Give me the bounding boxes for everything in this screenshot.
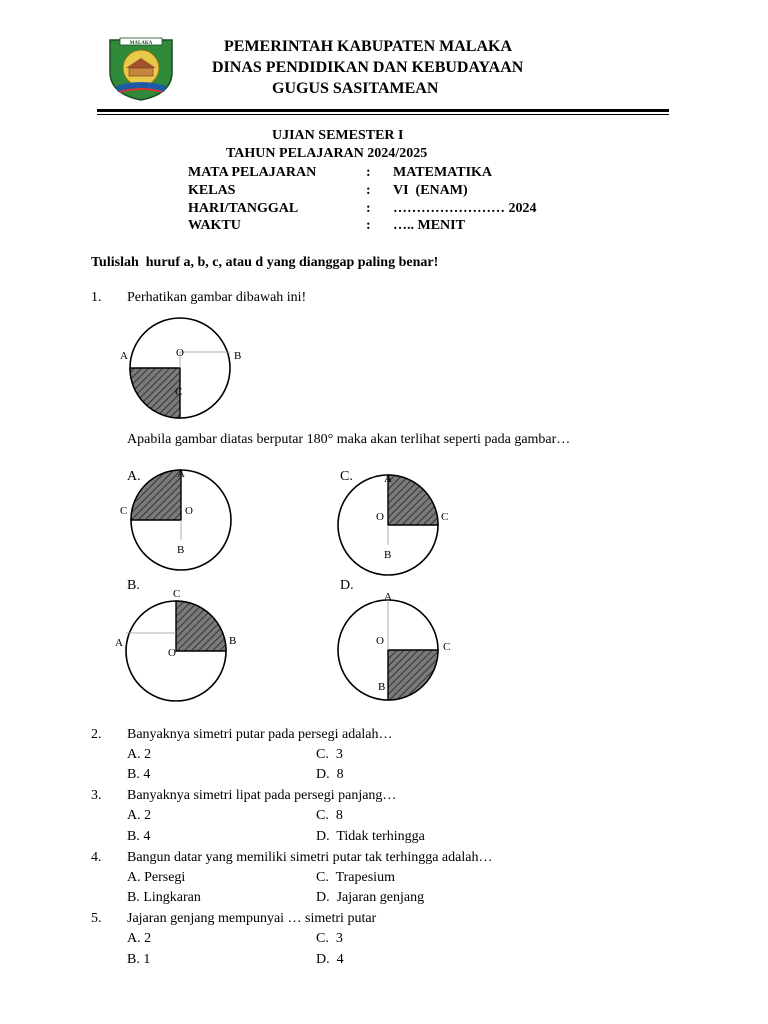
q2-option-a[interactable]: A. 2 <box>127 747 152 762</box>
q4-option-d[interactable]: D. Jajaran genjang <box>316 890 425 905</box>
q1-option-a-label-a: A <box>177 468 185 480</box>
logo-text: MALAKA <box>129 41 153 46</box>
exam-row-time-value: ….. MENIT <box>393 218 465 233</box>
q4-option-a[interactable]: A. Persegi <box>127 870 186 885</box>
q1-option-a-figure[interactable] <box>115 462 240 574</box>
exam-row-date-label: HARI/TANGGAL <box>188 201 299 216</box>
q1-option-c-label-a: A <box>384 473 392 485</box>
q1-option-a-label-o: O <box>185 505 193 517</box>
exam-row-subject-label: MATA PELAJARAN <box>188 165 317 180</box>
q1-main-label-a: A <box>120 350 128 362</box>
q5-option-a[interactable]: A. 2 <box>127 931 152 946</box>
exam-row-time-sep: : <box>366 218 371 233</box>
exam-title: UJIAN SEMESTER I <box>272 128 404 143</box>
q5-number: 5. <box>91 911 102 926</box>
header-line-3: GUGUS SASITAMEAN <box>272 80 439 97</box>
q1-option-b-label-b: B <box>229 635 237 647</box>
exam-row-subject-sep: : <box>366 165 371 180</box>
q1-option-d-label-c: C <box>443 641 451 653</box>
q5-text: Jajaran genjang mempunyai … simetri putar <box>127 911 377 926</box>
q1-option-a-label-c: C <box>120 505 128 517</box>
q2-option-d[interactable]: D. 8 <box>316 767 344 782</box>
q3-option-b[interactable]: B. 4 <box>127 829 151 844</box>
exam-row-date-value: …………………… 2024 <box>393 201 537 216</box>
q3-option-d[interactable]: D. Tidak terhingga <box>316 829 425 844</box>
q2-option-c[interactable]: C. 3 <box>316 747 343 762</box>
exam-year: TAHUN PELAJARAN 2024/2025 <box>226 146 428 161</box>
exam-row-date-sep: : <box>366 201 371 216</box>
q1-option-c-label-o: O <box>376 511 384 523</box>
header-divider <box>97 109 669 112</box>
q1-option-d-label-a: A <box>384 591 392 603</box>
exam-row-class-sep: : <box>366 183 371 198</box>
q3-number: 3. <box>91 788 102 803</box>
q2-text: Banyaknya simetri putar pada persegi adalah… <box>127 727 393 742</box>
q2-option-b[interactable]: B. 4 <box>127 767 151 782</box>
q5-option-d[interactable]: D. 4 <box>316 952 344 967</box>
q1-option-d-label-o: O <box>376 635 384 647</box>
q4-number: 4. <box>91 850 102 865</box>
q1-number: 1. <box>91 290 102 305</box>
q4-option-b[interactable]: B. Lingkaran <box>127 890 201 905</box>
q4-text: Bangun datar yang memiliki simetri putar tak terhingga adalah… <box>127 850 493 865</box>
q3-text: Banyaknya simetri lipat pada persegi panjang… <box>127 788 397 803</box>
q1-option-b-label-c: C <box>173 588 181 600</box>
header-divider-thin <box>97 114 669 115</box>
exam-row-class-label: KELAS <box>188 183 236 198</box>
exam-row-subject-value: MATEMATIKA <box>393 165 493 180</box>
header-line-2: DINAS PENDIDIKAN DAN KEBUDAYAAN <box>212 59 524 76</box>
exam-row-class-value: VI (ENAM) <box>393 183 468 198</box>
q1-option-d-letter[interactable]: D. <box>340 578 354 593</box>
q1-main-label-b: B <box>234 350 242 362</box>
instruction: Tulislah huruf a, b, c, atau d yang dianggap paling benar! <box>91 255 439 270</box>
q1-option-a-letter[interactable]: A. <box>127 469 141 484</box>
q1-option-b-label-a: A <box>115 637 123 649</box>
q4-option-c[interactable]: C. Trapesium <box>316 870 395 885</box>
q5-option-b[interactable]: B. 1 <box>127 952 151 967</box>
q2-number: 2. <box>91 727 102 742</box>
q1-option-b-letter[interactable]: B. <box>127 578 140 593</box>
exam-row-time-label: WAKTU <box>188 218 241 233</box>
q3-option-a[interactable]: A. 2 <box>127 808 152 823</box>
q1-option-d-label-b: B <box>378 681 386 693</box>
q3-option-c[interactable]: C. 8 <box>316 808 343 823</box>
q1-option-b-label-o: O <box>168 647 176 659</box>
q1-option-b-figure[interactable] <box>110 584 245 706</box>
q1-text-2: Apabila gambar diatas berputar 180° maka akan terlihat seperti pada gambar… <box>127 432 571 447</box>
q1-option-c-label-c: C <box>441 511 449 523</box>
q1-main-label-o: O <box>176 347 184 359</box>
header-line-1: PEMERINTAH KABUPATEN MALAKA <box>224 38 512 55</box>
q1-text: Perhatikan gambar dibawah ini! <box>127 290 307 305</box>
q1-main-figure <box>110 310 260 426</box>
q1-option-d-figure[interactable] <box>330 588 460 704</box>
q1-option-a-label-b: B <box>177 544 185 556</box>
q1-option-c-figure[interactable] <box>330 465 455 577</box>
q1-option-c-label-b: B <box>384 549 392 561</box>
q1-option-c-letter[interactable]: C. <box>340 469 353 484</box>
regency-logo <box>106 34 176 102</box>
q5-option-c[interactable]: C. 3 <box>316 931 343 946</box>
q1-main-label-c: C <box>175 386 183 398</box>
